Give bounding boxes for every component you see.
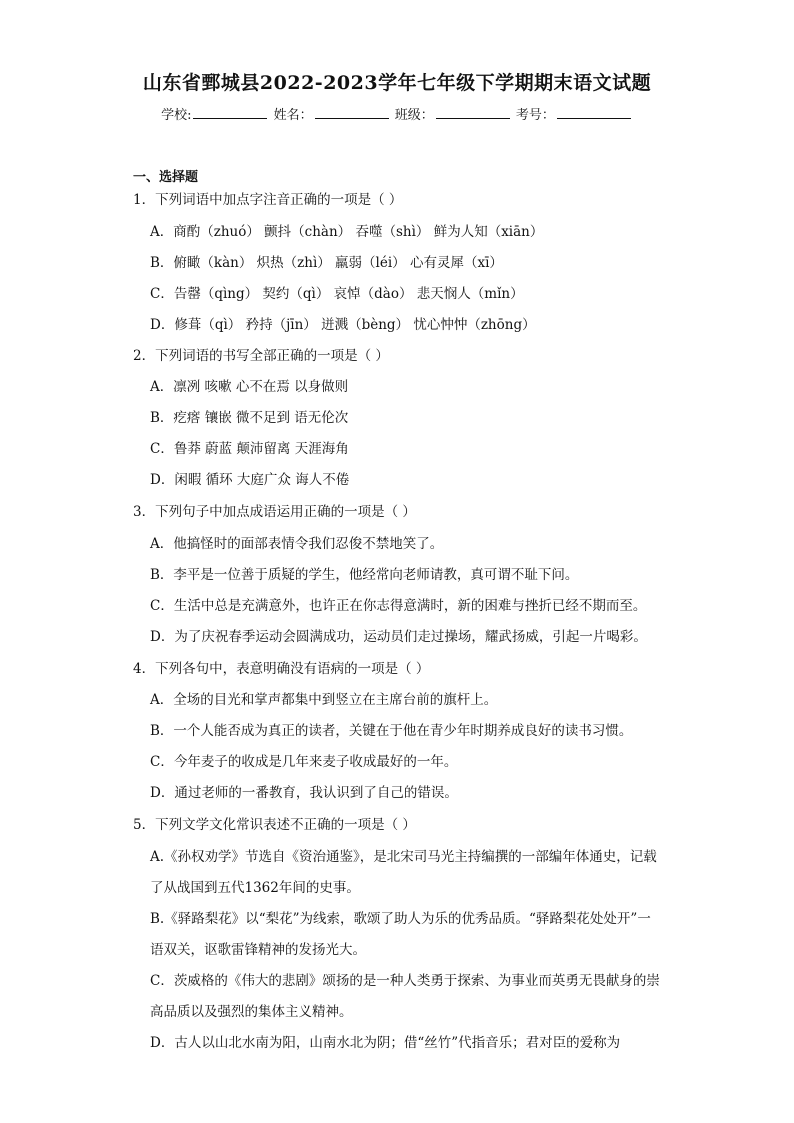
question-5-stem: 5．下列文学文化常识表述不正确的一项是（ ）: [133, 817, 416, 833]
question-4-option-d: D．通过老师的一番教育，我认识到了自己的错误。: [150, 785, 458, 801]
question-2-option-a: A．凛冽 咳嗽 心不在焉 以身做则: [150, 379, 349, 395]
question-5-option-c: C．茨威格的《伟大的悲剧》颂扬的是一种人类勇于探索、为事业而英勇无畏献身的崇高品质以及强烈的集体主义精神。: [150, 973, 660, 1020]
class-blank: [436, 106, 510, 119]
student-info-line: [0, 104, 794, 123]
name-label: 姓名：: [273, 108, 313, 123]
section-heading: 一、选择题: [133, 170, 199, 185]
question-2-option-b: B．疙瘩 镶嵌 微不足到 语无伦次: [150, 410, 349, 426]
name-blank: [315, 106, 389, 119]
question-4-option-b: B．一个人能否成为真正的读者，关键在于他在青少年时期养成良好的读书习惯。: [150, 723, 633, 739]
school-blank: [193, 106, 267, 119]
question-4-option-a: A．全场的目光和掌声都集中到竖立在主席台前的旗杆上。: [150, 692, 498, 708]
question-1-option-c: C．告罄（qìng） 契约（qì） 哀悼（dào） 悲天悯人（mǐn）: [150, 286, 524, 302]
question-1-stem: 1．下列词语中加点字注音正确的一项是（ ）: [133, 192, 403, 208]
number-label: 考号：: [515, 108, 555, 123]
question-3-option-c: C．生活中总是充满意外，也许正在你志得意满时，新的困难与挫折已经不期而至。: [150, 598, 647, 614]
question-5-option-d: D．古人以山北水南为阳，山南水北为阴；借“丝竹”代指音乐；君对臣的爱称为: [150, 1035, 621, 1051]
question-2-stem: 2．下列词语的书写全部正确的一项是（ ）: [133, 348, 389, 364]
question-5-option-b: B.《驿路梨花》以“梨花”为线索，歌颂了助人为乐的优秀品质。“驿路梨花处处开”一语双关，讴歌雷锋精神的发扬光大。: [150, 911, 651, 958]
question-1-option-b: B．俯瞰（kàn） 炽热（zhì） 羸弱（léi） 心有灵犀（xī）: [150, 255, 503, 271]
question-4-stem: 4．下列各句中，表意明确没有语病的一项是（ ）: [133, 661, 430, 677]
question-1-option-a: A．商酌（zhuó） 颤抖（chàn） 吞噬（shì） 鲜为人知（xiān）: [150, 224, 544, 240]
question-2-option-c: C．鲁莽 蔚蓝 颠沛留离 天涯海角: [150, 441, 349, 457]
question-3-stem: 3．下列句子中加点成语运用正确的一项是（ ）: [133, 504, 416, 520]
school-label: 学校:: [161, 108, 192, 123]
class-label: 班级：: [394, 108, 434, 123]
question-3-option-d: D．为了庆祝春季运动会圆满成功，运动员们走过操场，耀武扬威，引起一片喝彩。: [150, 629, 647, 645]
question-4-option-c: C．今年麦子的收成是几年来麦子收成最好的一年。: [150, 754, 458, 770]
question-5-option-a: A.《孙权劝学》节选自《资治通鉴》，是北宋司马光主持编撰的一部编年体通史，记载了从战国到五代1362年间的史事。: [150, 849, 657, 896]
page-title: 山东省鄄城县2022-2023学年七年级下学期期末语文试题: [142, 72, 652, 94]
question-2-option-d: D．闲暇 循环 大庭广众 诲人不倦: [150, 472, 350, 488]
question-3-option-b: B．李平是一位善于质疑的学生，他经常向老师请教，真可谓不耻下问。: [150, 567, 579, 583]
question-3-option-a: A．他搞怪时的面部表情令我们忍俊不禁地笑了。: [150, 536, 444, 552]
question-1-option-d: D．修葺（qì） 矜持（jīn） 迸溅（bèng） 忧心忡忡（zhōng）: [150, 317, 536, 333]
number-blank: [557, 106, 631, 119]
